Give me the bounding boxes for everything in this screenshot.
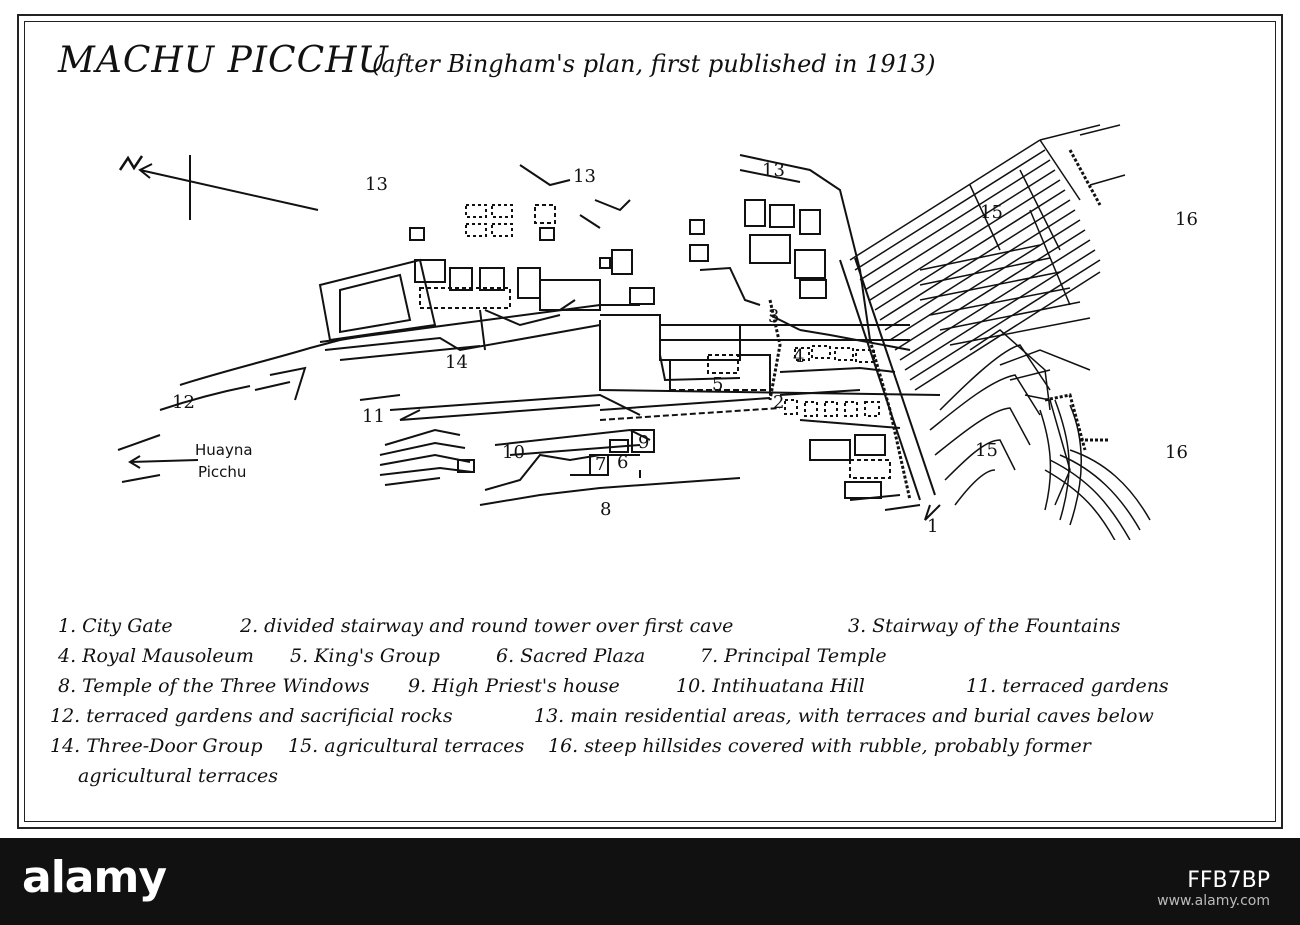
label-12: 12 xyxy=(172,392,195,413)
main-stairway xyxy=(770,258,940,520)
legend-item-16: 16. steep hillsides covered with rubble, probably former xyxy=(548,735,1091,757)
watermark-bar xyxy=(0,838,1300,925)
label-14: 14 xyxy=(445,352,468,373)
label-picchu: Picchu xyxy=(198,463,247,481)
label-16-upper: 16 xyxy=(1175,209,1198,230)
legend-item-15: 15. agricultural terraces xyxy=(288,735,525,757)
legend-item-7: 7. Principal Temple xyxy=(700,645,887,667)
label-9: 9 xyxy=(638,432,650,453)
legend-item-1: 1. City Gate xyxy=(58,615,173,637)
legend-item-6: 6. Sacred Plaza xyxy=(496,645,646,667)
label-huayna: Huayna xyxy=(195,441,253,459)
watermark-url: www.alamy.com xyxy=(1157,893,1270,909)
legend-item-5: 5. King's Group xyxy=(290,645,440,667)
label-7: 7 xyxy=(595,454,607,475)
east-sector xyxy=(690,155,920,510)
legend-item-11: 11. terraced gardens xyxy=(966,675,1169,697)
legend-item-8: 8. Temple of the Three Windows xyxy=(58,675,370,697)
label-10: 10 xyxy=(502,442,525,463)
agricultural-terraces-upper xyxy=(850,125,1125,390)
label-5: 5 xyxy=(712,374,724,395)
label-6: 6 xyxy=(617,452,629,473)
legend-item-2: 2. divided stairway and round tower over first cave xyxy=(240,615,734,637)
label-11: 11 xyxy=(362,406,385,427)
alamy-logo: alamy xyxy=(22,852,166,903)
north-arrow-icon xyxy=(120,155,318,220)
legend-item-12: 12. terraced gardens and sacrificial rocks xyxy=(50,705,453,727)
label-4: 4 xyxy=(793,346,805,367)
label-15-lower: 15 xyxy=(975,440,998,461)
legend-item-10: 10. Intihuatana Hill xyxy=(676,675,865,697)
map-subtitle: (after Bingham's plan, first published in 1913) xyxy=(372,50,936,78)
legend-item-9: 9. High Priest's house xyxy=(408,675,620,697)
site-plan xyxy=(40,110,1260,540)
legend-item-13: 13. main residential areas, with terraces and burial caves below xyxy=(534,705,1154,727)
legend-item-16-continued: agricultural terraces xyxy=(78,765,279,787)
label-15-upper: 15 xyxy=(980,202,1003,223)
label-8: 8 xyxy=(600,499,612,520)
label-13-west: 13 xyxy=(365,174,388,195)
huayna-path xyxy=(118,335,370,482)
legend-item-3: 3. Stairway of the Fountains xyxy=(848,615,1121,637)
label-13-central: 13 xyxy=(573,166,596,187)
terraced-gardens-west xyxy=(380,410,474,485)
legend-item-4: 4. Royal Mausoleum xyxy=(58,645,254,667)
label-2: 2 xyxy=(773,392,785,413)
label-13-east: 13 xyxy=(762,160,785,181)
label-16-lower: 16 xyxy=(1165,442,1188,463)
label-3: 3 xyxy=(768,306,780,327)
label-1: 1 xyxy=(927,516,939,537)
map-title: MACHU PICCHU xyxy=(58,40,389,81)
agricultural-terraces-lower xyxy=(930,330,1150,540)
image-id: FFB7BP xyxy=(1187,868,1270,893)
legend-item-14: 14. Three-Door Group xyxy=(50,735,263,757)
